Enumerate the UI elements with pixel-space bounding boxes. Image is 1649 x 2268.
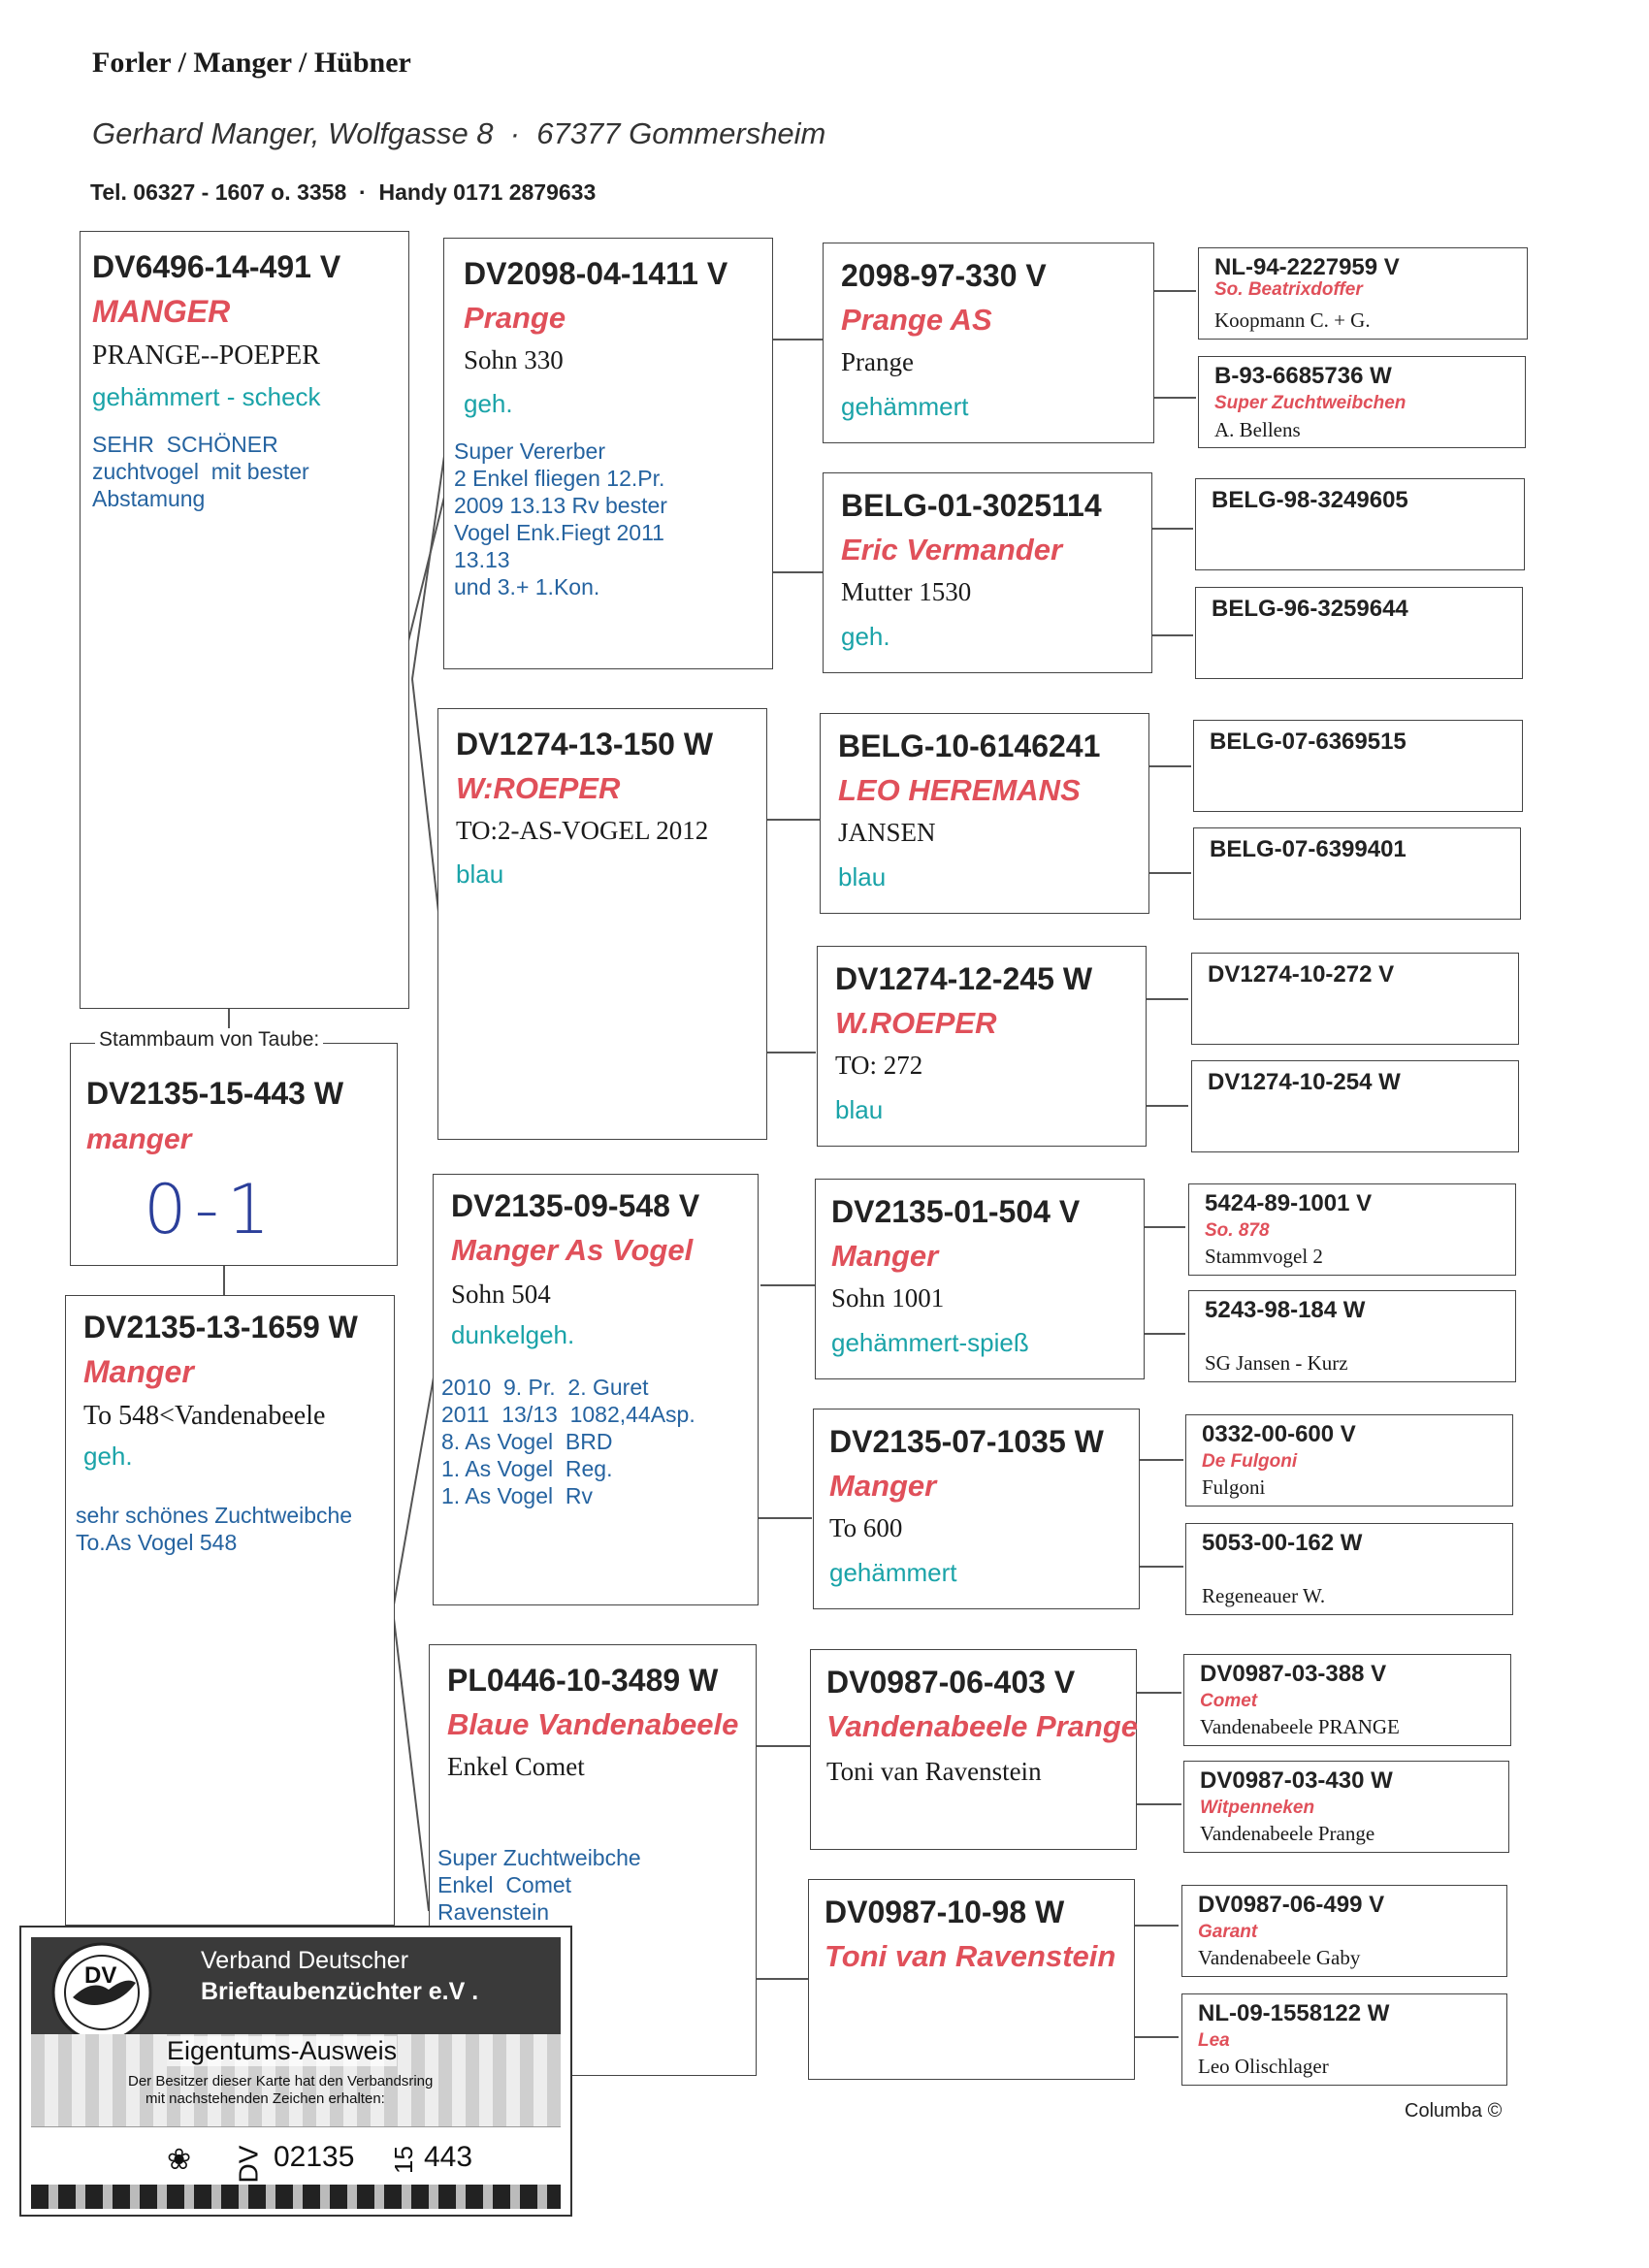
gen3-box-4 [817,946,1147,1147]
gen3-name-4: W.ROEPER [835,1006,997,1040]
gen4-line-14: Vandenabeele Prange [1200,1822,1375,1845]
card-org-line1: Verband Deutscher [201,1947,409,1974]
gen3-line-4: TO: 272 [835,1051,923,1080]
gen4-name-13: Comet [1200,1691,1258,1711]
gen3-name-8: Toni van Ravenstein [824,1939,1116,1973]
gen4-box-9 [1188,1183,1516,1276]
gen4-name-15: Garant [1198,1922,1258,1942]
gen3-box-7 [810,1649,1137,1850]
gen2-name-3: Manger As Vogel [451,1233,694,1267]
gen4-name-2: Super Zuchtweibchen [1214,393,1406,413]
gen4-line-16: Leo Olischlager [1198,2055,1329,2078]
gen2-line-3: Sohn 504 [451,1280,551,1309]
breeder-title: Forler / Manger / Hübner [92,47,411,79]
gen3-line-7: Toni van Ravenstein [826,1757,1042,1786]
gen3-name-6: Manger [829,1469,937,1503]
subject-name: manger [86,1123,192,1155]
dam-name: Manger [83,1354,194,1389]
gen4-ring-16: NL-09-1558122 W [1198,2000,1390,2026]
gen4-box-6 [1193,827,1521,920]
breeder-address: Gerhard Manger, Wolfgasse 8 · 67377 Gommersheim [92,116,826,150]
gen4-name-1: So. Beatrixdoffer [1214,279,1363,300]
gen4-box-16 [1181,1993,1507,2086]
gen2-box-3 [433,1174,759,1605]
gen4-line-11: Fulgoni [1202,1475,1266,1499]
gen3-line-2: Mutter 1530 [841,577,972,606]
gen3-color-1: gehämmert [841,392,969,421]
gen2-name-1: Prange [464,301,566,335]
gen4-ring-14: DV0987-03-430 W [1200,1767,1393,1794]
sire-color: gehämmert - scheck [92,382,321,411]
gen3-color-5: gehämmert-spieß [831,1328,1029,1357]
gen3-ring-8: DV0987-10-98 W [824,1895,1065,1929]
gen4-ring-4: BELG-96-3259644 [1212,596,1408,622]
gen2-ring-3: DV2135-09-548 V [451,1188,700,1223]
pigeon-icon: ❀ [167,2144,192,2176]
subject-ring: DV2135-15-443 W [86,1076,344,1111]
gen2-name-2: W:ROEPER [456,771,621,805]
sire-notes: SEHR SCHÖNER zuchtvogel mit bester Abstamung [92,432,309,511]
gen3-box-8 [808,1879,1135,2080]
gen3-name-2: Eric Vermander [841,533,1063,567]
gen4-line-15: Vandenabeele Gaby [1198,1946,1361,1969]
gen3-ring-3: BELG-10-6146241 [838,729,1101,763]
gen4-ring-6: BELG-07-6399401 [1210,836,1406,862]
gen4-box-7 [1191,953,1519,1045]
gen3-color-3: blau [838,862,887,891]
gen4-ring-2: B-93-6685736 W [1214,363,1392,389]
dam-color: geh. [83,1442,133,1471]
gen3-ring-5: DV2135-01-504 V [831,1194,1081,1229]
card-ring-number: 443 [424,2141,473,2173]
gen4-line-2: A. Bellens [1214,418,1301,441]
vdb-logo [48,1939,155,2046]
gen3-box-6 [813,1409,1140,1609]
gen4-ring-12: 5053-00-162 W [1202,1530,1363,1556]
gen2-ring-4: PL0446-10-3489 W [447,1663,719,1698]
gen4-name-16: Lea [1198,2030,1230,2051]
gen4-box-12 [1185,1523,1513,1615]
subject-handwritten: 0-1 [144,1170,278,1249]
gen3-color-6: gehämmert [829,1558,957,1587]
gen4-ring-15: DV0987-06-499 V [1198,1892,1385,1918]
card-ring-club: 02135 [274,2141,355,2173]
gen4-ring-13: DV0987-03-388 V [1200,1661,1387,1687]
gen2-notes-3: 2010 9. Pr. 2. Guret 2011 13/13 1082,44Asp. 8. As Vogel BRD 1. As Vogel Reg. 1. As Vogel Rv [441,1375,695,1508]
gen4-box-10 [1188,1290,1516,1382]
gen4-box-2 [1198,356,1526,448]
gen4-ring-9: 5424-89-1001 V [1205,1190,1373,1216]
gen3-name-3: LEO HEREMANS [838,773,1081,807]
card-ring-year: 15 [388,2146,418,2174]
vdb-logo-text: DV [84,1962,117,1989]
gen2-line-4: Enkel Comet [447,1752,585,1781]
gen3-ring-4: DV1274-12-245 W [835,961,1093,996]
sire-line: PRANGE--POEPER [92,340,320,371]
dam-box [65,1295,395,1926]
gen4-line-9: Stammvogel 2 [1205,1245,1323,1268]
gen4-box-13 [1183,1654,1511,1746]
gen3-ring-7: DV0987-06-403 V [826,1665,1076,1700]
gen2-ring-2: DV1274-13-150 W [456,727,714,761]
gen4-box-11 [1185,1414,1513,1507]
gen3-color-2: geh. [841,622,890,651]
sire-box [80,231,409,1009]
gen4-ring-3: BELG-98-3249605 [1212,487,1408,513]
gen4-ring-5: BELG-07-6369515 [1210,729,1406,755]
dam-line: To 548<Vandenabeele [83,1401,326,1431]
gen3-ring-2: BELG-01-3025114 [841,488,1102,523]
gen4-line-13: Vandenabeele PRANGE [1200,1715,1400,1738]
gen2-ring-1: DV2098-04-1411 V [464,256,728,291]
gen3-line-5: Sohn 1001 [831,1283,945,1312]
gen2-line-1: Sohn 330 [464,345,564,374]
gen2-box-2 [437,708,767,1140]
gen2-color-3: dunkelgeh. [451,1320,575,1349]
gen2-notes-4: Super Zuchtweibche Enkel Comet Ravenstein [437,1845,641,1925]
gen4-name-14: Witpenneken [1200,1798,1315,1818]
card-org-line2: Brieftaubenzüchter e.V . [201,1978,479,2005]
gen4-ring-7: DV1274-10-272 V [1208,961,1395,988]
dam-notes: sehr schönes Zuchtweibche To.As Vogel 548 [76,1503,353,1555]
gen3-name-5: Manger [831,1239,939,1273]
dam-ring: DV2135-13-1659 W [83,1310,358,1345]
gen3-box-2 [823,472,1152,673]
gen4-ring-10: 5243-98-184 W [1205,1297,1366,1323]
ownership-card [19,1926,572,2217]
gen4-box-14 [1183,1761,1509,1853]
gen4-line-12: Regeneauer W. [1202,1584,1326,1607]
gen4-line-10: SG Jansen - Kurz [1205,1351,1348,1375]
gen2-color-2: blau [456,859,504,889]
gen2-name-4: Blaue Vandenabeele [447,1707,739,1741]
gen3-box-5 [815,1179,1145,1379]
card-subtitle-1: Der Besitzer dieser Karte hat den Verbandsring [128,2073,434,2090]
gen4-box-5 [1193,720,1523,812]
card-subtitle-2: mit nachstehenden Zeichen erhalten: [146,2090,385,2107]
gen4-box-4 [1195,587,1523,679]
card-ring-prefix: DV [233,2145,264,2184]
gen3-line-6: To 600 [829,1513,903,1542]
gen4-line-1: Koopmann C. + G. [1214,308,1371,332]
gen4-name-9: So. 878 [1205,1220,1270,1241]
gen3-ring-6: DV2135-07-1035 W [829,1424,1104,1459]
gen3-color-4: blau [835,1095,884,1124]
gen3-line-3: JANSEN [838,818,936,847]
gen3-line-1: Prange [841,347,914,376]
card-footer-band [31,2185,561,2209]
gen4-ring-11: 0332-00-600 V [1202,1421,1356,1447]
gen4-box-3 [1195,478,1525,570]
gen4-ring-8: DV1274-10-254 W [1208,1069,1401,1095]
gen4-box-1 [1198,247,1528,340]
sire-name: MANGER [92,294,231,329]
subject-frame-label: Stammbaum von Taube: [95,1028,323,1052]
gen3-box-3 [820,713,1149,914]
gen3-box-1 [823,243,1154,443]
gen2-box-1 [443,238,773,669]
gen2-line-2: TO:2-AS-VOGEL 2012 [456,816,709,845]
breeder-phone: Tel. 06327 - 1607 o. 3358 · Handy 0171 2879633 [90,179,597,205]
footer-credit: Columba © [1405,2100,1503,2122]
gen4-ring-1: NL-94-2227959 V [1214,254,1400,280]
gen4-name-11: De Fulgoni [1202,1451,1298,1472]
card-title: Eigentums-Ausweis [167,2036,398,2065]
gen2-color-1: geh. [464,389,513,418]
gen2-notes-1: Super Vererber 2 Enkel fliegen 12.Pr. 2009 13.13 Rv bester Vogel Enk.Fiegt 2011 13.13 und 3.+ 1.Kon. [454,438,667,599]
gen3-name-7: Vandenabeele Prange [826,1709,1139,1743]
gen3-ring-1: 2098-97-330 V [841,258,1047,293]
sire-ring: DV6496-14-491 V [92,249,341,284]
gen3-name-1: Prange AS [841,303,992,337]
gen4-box-15 [1181,1885,1507,1977]
gen4-box-8 [1191,1060,1519,1152]
subject-box [70,1043,398,1266]
